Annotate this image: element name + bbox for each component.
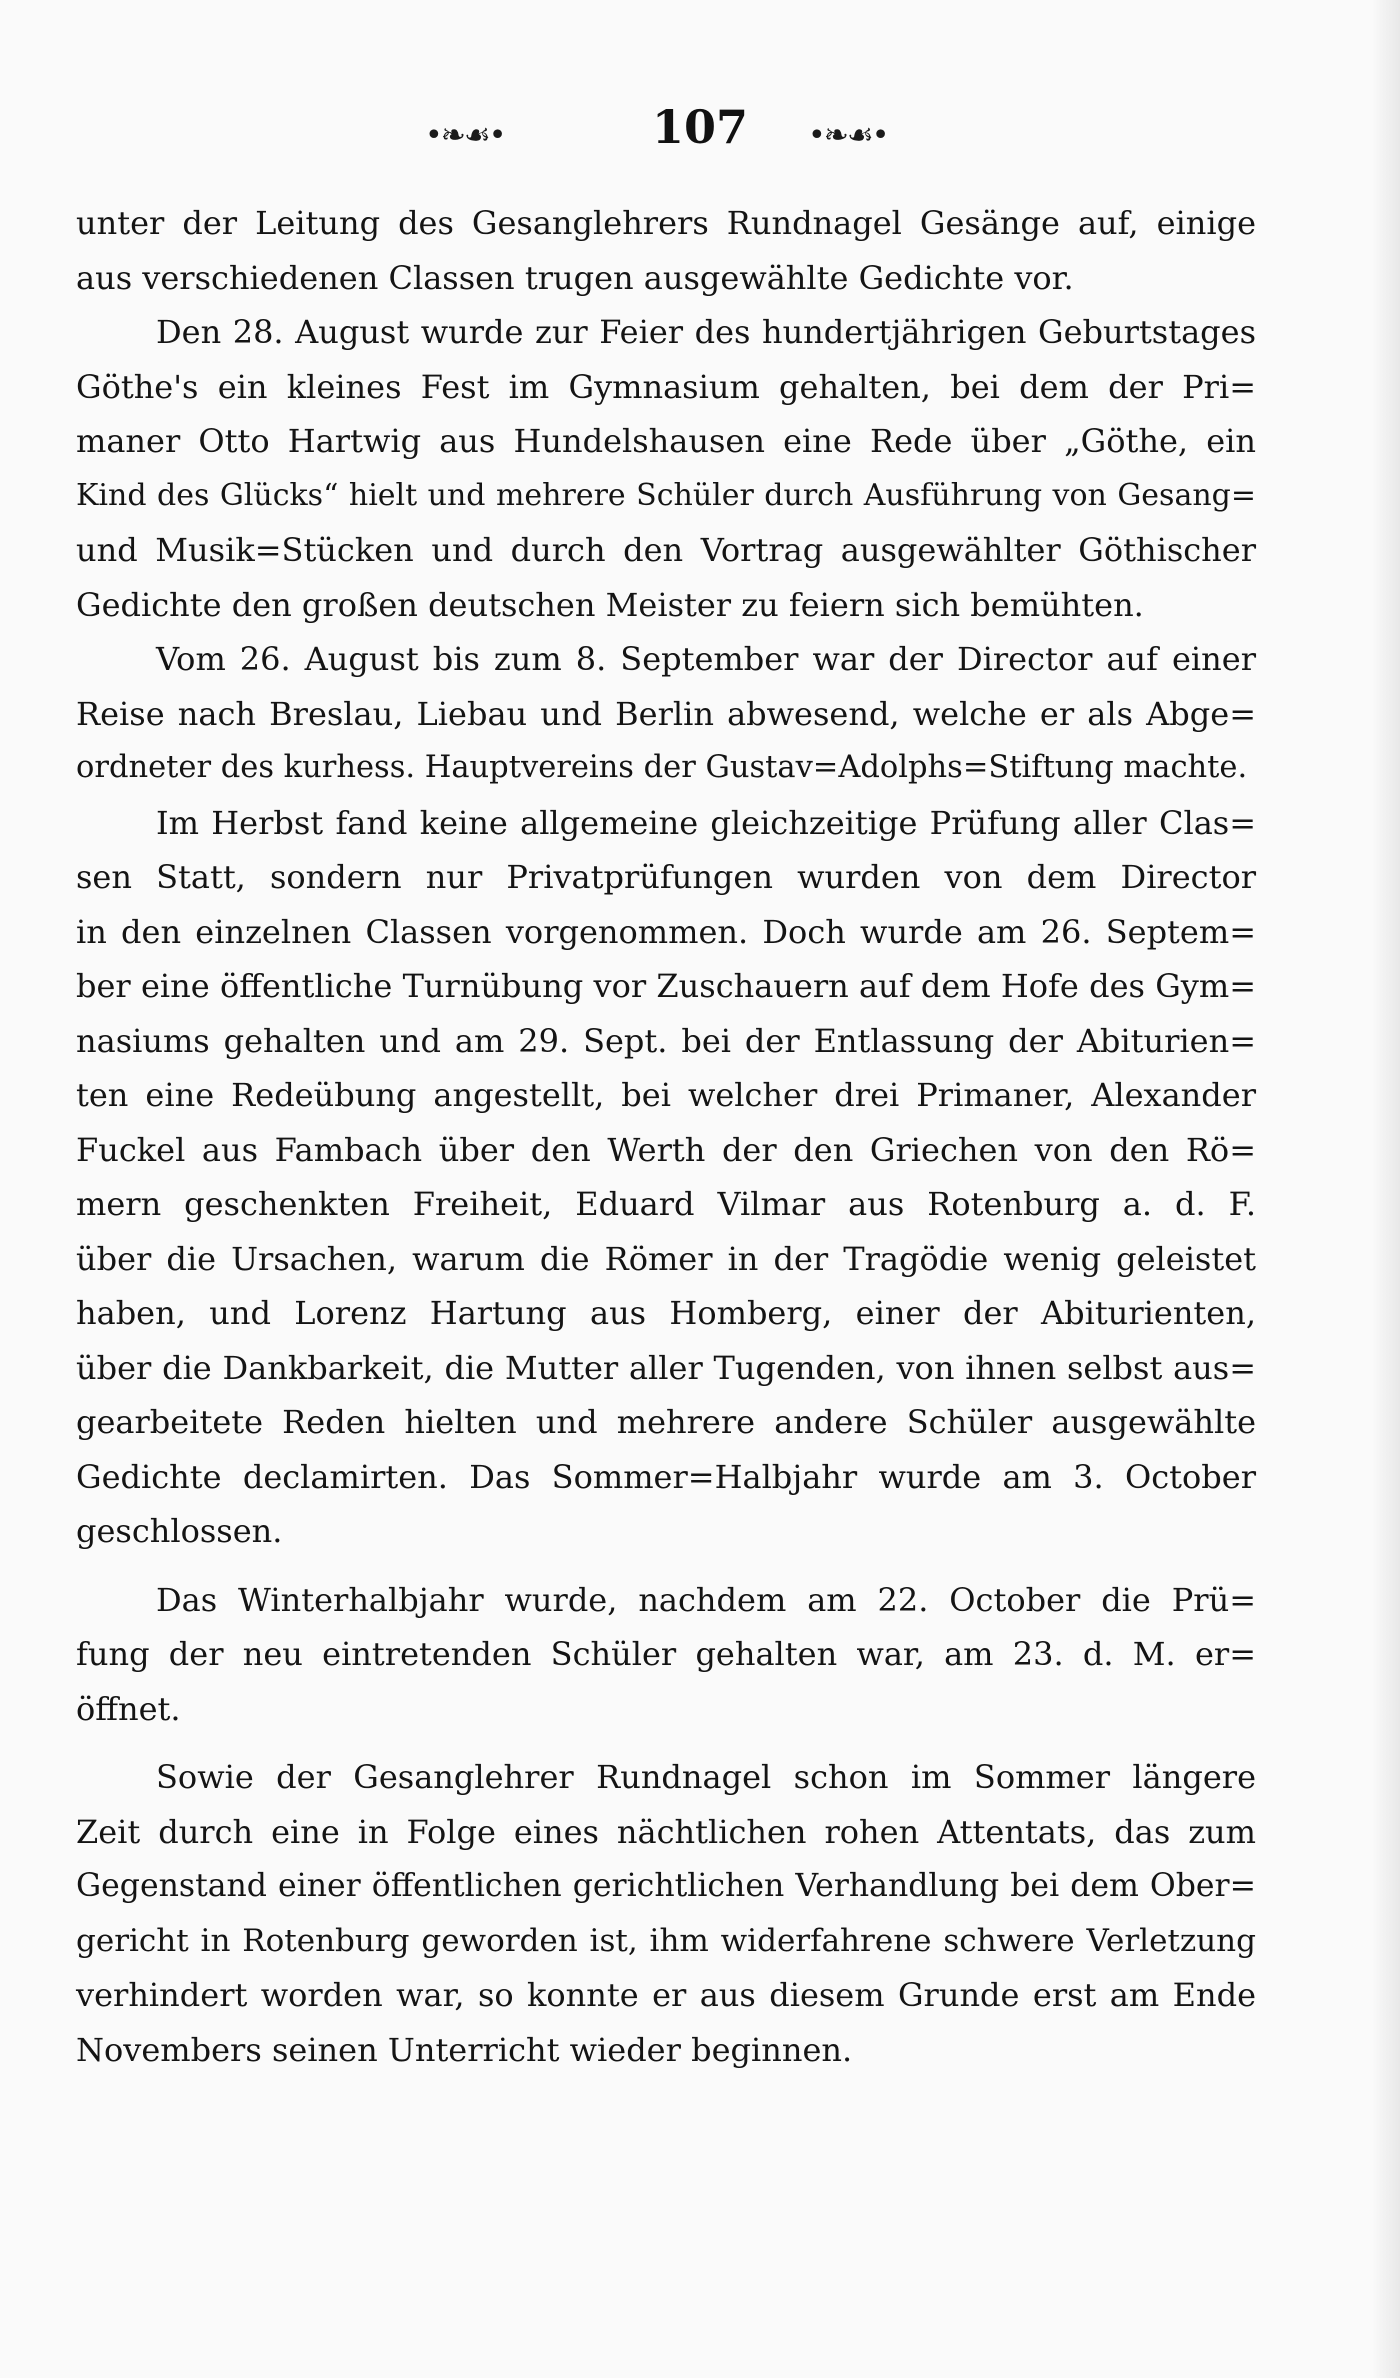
text-line: in den einzelnen Classen vorgenommen. Doch wurde am 26. Septem=: [76, 912, 1256, 951]
text-line: Gegenstand einer öffentlichen gerichtlichen Verhandlung bei dem Ober=: [76, 1868, 1256, 1904]
text-line: Gedichte declamirten. Das Sommer=Halbjahr wurde am 3. October: [76, 1457, 1256, 1496]
paragraph-gap: [76, 1559, 1256, 1573]
text-line: sen Statt, sondern nur Privatprüfungen wurden von dem Director: [76, 858, 1256, 896]
text-line: Das Winterhalbjahr wurde, nachdem am 22. October die Prü=: [156, 1580, 1256, 1619]
page-edge-shadow: [1372, 0, 1400, 2378]
text-line: Fuckel aus Fambach über den Werth der den Griechen von den Rö=: [76, 1130, 1256, 1169]
right-ornament-icon: •❧☙•: [808, 118, 888, 153]
text-line: Vom 26. August bis zum 8. September war der Director auf einer: [156, 640, 1256, 678]
text-line: ordneter des kurhess. Hauptvereins der Gustav=Adolphs=Stiftung machte.: [76, 750, 1248, 785]
text-line: Göthe's ein kleines Fest im Gymnasium gehalten, bei dem der Pri=: [76, 367, 1256, 406]
text-line: geschlossen.: [76, 1512, 283, 1550]
left-ornament-icon: •❧☙•: [425, 118, 505, 153]
text-line: Novembers seinen Unterricht wieder beginnen.: [76, 2030, 853, 2069]
text-line: Reise nach Breslau, Liebau und Berlin abwesend, welche er als Abge=: [76, 694, 1256, 733]
text-line: nasiums gehalten und am 29. Sept. bei der Entlassung der Abiturien=: [76, 1021, 1256, 1060]
text-line: öffnet.: [76, 1689, 181, 1728]
text-line: aus verschiedenen Classen trugen ausgewählte Gedichte vor.: [76, 258, 1074, 297]
text-line: und Musik=Stücken und durch den Vortrag ausgewählter Göthischer: [76, 531, 1256, 569]
text-line: ten eine Redeübung angestellt, bei welcher drei Primaner, Alexander: [76, 1076, 1256, 1114]
paragraph-gap: [76, 1736, 1256, 1750]
text-line: fung der neu eintretenden Schüler gehalten war, am 23. d. M. er=: [76, 1635, 1256, 1673]
body-text: [76, 196, 1256, 2077]
text-line: Kind des Glücks“ hielt und mehrere Schüler durch Ausführung von Gesang=: [76, 477, 1256, 513]
text-line: gearbeitete Reden hielten und mehrere andere Schüler ausgewählte: [76, 1403, 1256, 1441]
text-line: über die Ursachen, warum die Römer in der Tragödie wenig geleistet: [76, 1239, 1256, 1278]
text-line: haben, und Lorenz Hartung aus Homberg, einer der Abiturienten,: [76, 1294, 1256, 1332]
text-line: mern geschenkten Freiheit, Eduard Vilmar aus Rotenburg a. d. F.: [76, 1185, 1256, 1223]
text-line: Zeit durch eine in Folge eines nächtlichen rohen Attentats, das zum: [76, 1812, 1256, 1851]
text-line: Gedichte den großen deutschen Meister zu feiern sich bemühten.: [76, 585, 1144, 624]
text-line: verhindert worden war, so konnte er aus diesem Grunde erst am Ende: [76, 1976, 1256, 2014]
page-header: [0, 100, 1400, 180]
page-number: 107: [651, 100, 749, 154]
text-line: gericht in Rotenburg geworden ist, ihm widerfahrene schwere Verletzung: [76, 1922, 1256, 1959]
text-line: Im Herbst fand keine allgemeine gleichzeitige Prüfung aller Clas=: [156, 803, 1256, 842]
text-line: Den 28. August wurde zur Feier des hundertjährigen Geburtstages: [156, 313, 1256, 351]
text-line: Sowie der Gesanglehrer Rundnagel schon im Sommer längere: [156, 1758, 1256, 1796]
text-line: maner Otto Hartwig aus Hundelshausen eine Rede über „Göthe, ein: [76, 422, 1256, 460]
text-line: über die Dankbarkeit, die Mutter aller Tugenden, von ihnen selbst aus=: [76, 1348, 1256, 1387]
text-line: ber eine öffentliche Turnübung vor Zuschauern auf dem Hofe des Gym=: [76, 967, 1256, 1005]
text-line: unter der Leitung des Gesanglehrers Rundnagel Gesänge auf, einige: [76, 204, 1256, 242]
